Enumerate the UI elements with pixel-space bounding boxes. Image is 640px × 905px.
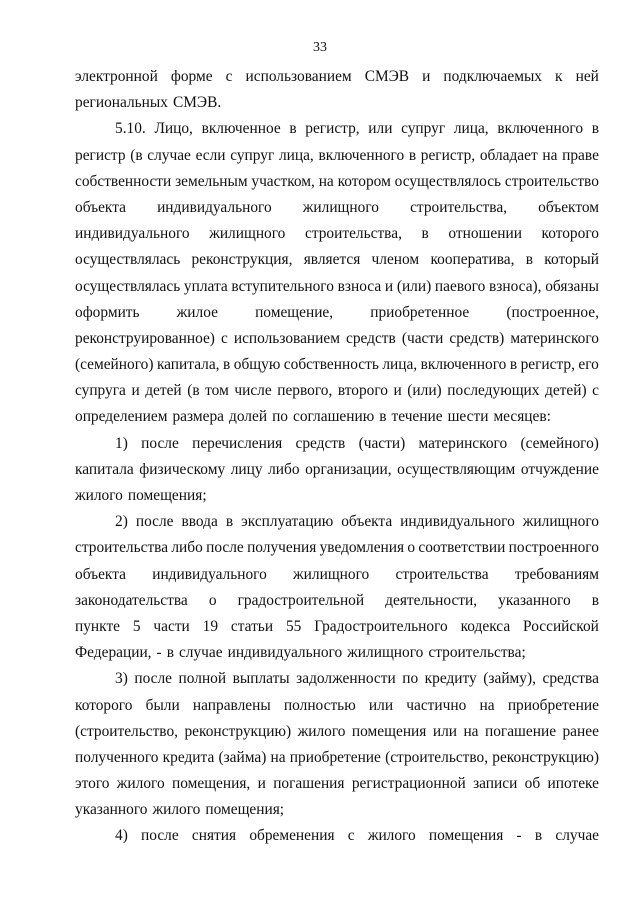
text-line: 5.10. Лицо, включенное в регистр, или супруг лица, включенного в xyxy=(115,120,599,138)
document-body xyxy=(75,64,599,850)
text-line: осуществлялась реконструкция, является членом кооператива, в который xyxy=(75,251,599,269)
text-line: законодательства о градостроительной деятельности, указанного в xyxy=(75,591,599,609)
text-line: оформить жилое помещение, приобретенное (построенное, xyxy=(75,303,599,321)
text-line: регистр (в случае если супруг лица, включенного в регистр, обладает на праве xyxy=(75,146,599,164)
text-line: этого жилого помещения, и погашения регистрационной записи об ипотеке xyxy=(75,775,599,793)
text-line: (семейного) капитала, в общую собственность лица, включенного в регистр, его xyxy=(75,356,599,374)
text-line: индивидуального жилищного строительства, в отношении которого xyxy=(75,225,599,243)
text-line: собственности земельным участком, на котором осуществлялось строительство xyxy=(75,172,599,190)
text-line: которого были направлены полностью или частично на приобретение xyxy=(75,696,599,714)
text-line: Федерации, - в случае индивидуального жилищного строительства; xyxy=(75,644,526,662)
text-line: капитала физическому лицу либо организации, осуществляющим отчуждение xyxy=(75,460,599,478)
text-line: строительства либо после получения уведомления о соответствии построенного xyxy=(75,539,599,557)
text-line: 3) после полной выплаты задолженности по кредиту (займу), средства xyxy=(115,670,599,688)
text-line: жилого помещения; xyxy=(75,487,207,504)
text-line: 4) после снятия обременения с жилого помещения - в случае xyxy=(115,827,599,845)
text-line: супруга и детей (в том числе первого, второго и (или) последующих детей) с xyxy=(75,382,599,400)
text-line: реконструированное) с использованием средств (части средств) материнского xyxy=(75,329,599,347)
text-line: осуществлялась уплата вступительного взноса и (или) паевого взноса), обязаны xyxy=(75,277,599,295)
text-line: региональных СМЭВ. xyxy=(75,94,222,112)
text-line: объекта индивидуального жилищного строительства, объектом xyxy=(75,198,599,216)
text-line: (строительство, реконструкцию) жилого помещения или на погашение ранее xyxy=(75,722,599,740)
text-line: электронной форме с использованием СМЭВ и подключаемых к ней xyxy=(75,68,599,85)
text-line: 2) после ввода в эксплуатацию объекта индивидуального жилищного xyxy=(115,513,599,531)
text-line: указанного жилого помещения; xyxy=(75,801,285,819)
page-number: 33 xyxy=(313,40,327,55)
text-line: полученного кредита (займа) на приобретение (строительство, реконструкцию) xyxy=(75,748,599,766)
text-line: 1) после перечисления средств (части) материнского (семейного) xyxy=(115,434,599,452)
text-line: определением размера долей по соглашению в течение шести месяцев: xyxy=(75,408,551,426)
text-line: пункте 5 части 19 статьи 55 Градостроительного кодекса Российской xyxy=(75,617,599,635)
text-line: объекта индивидуального жилищного строительства требованиям xyxy=(75,565,599,583)
